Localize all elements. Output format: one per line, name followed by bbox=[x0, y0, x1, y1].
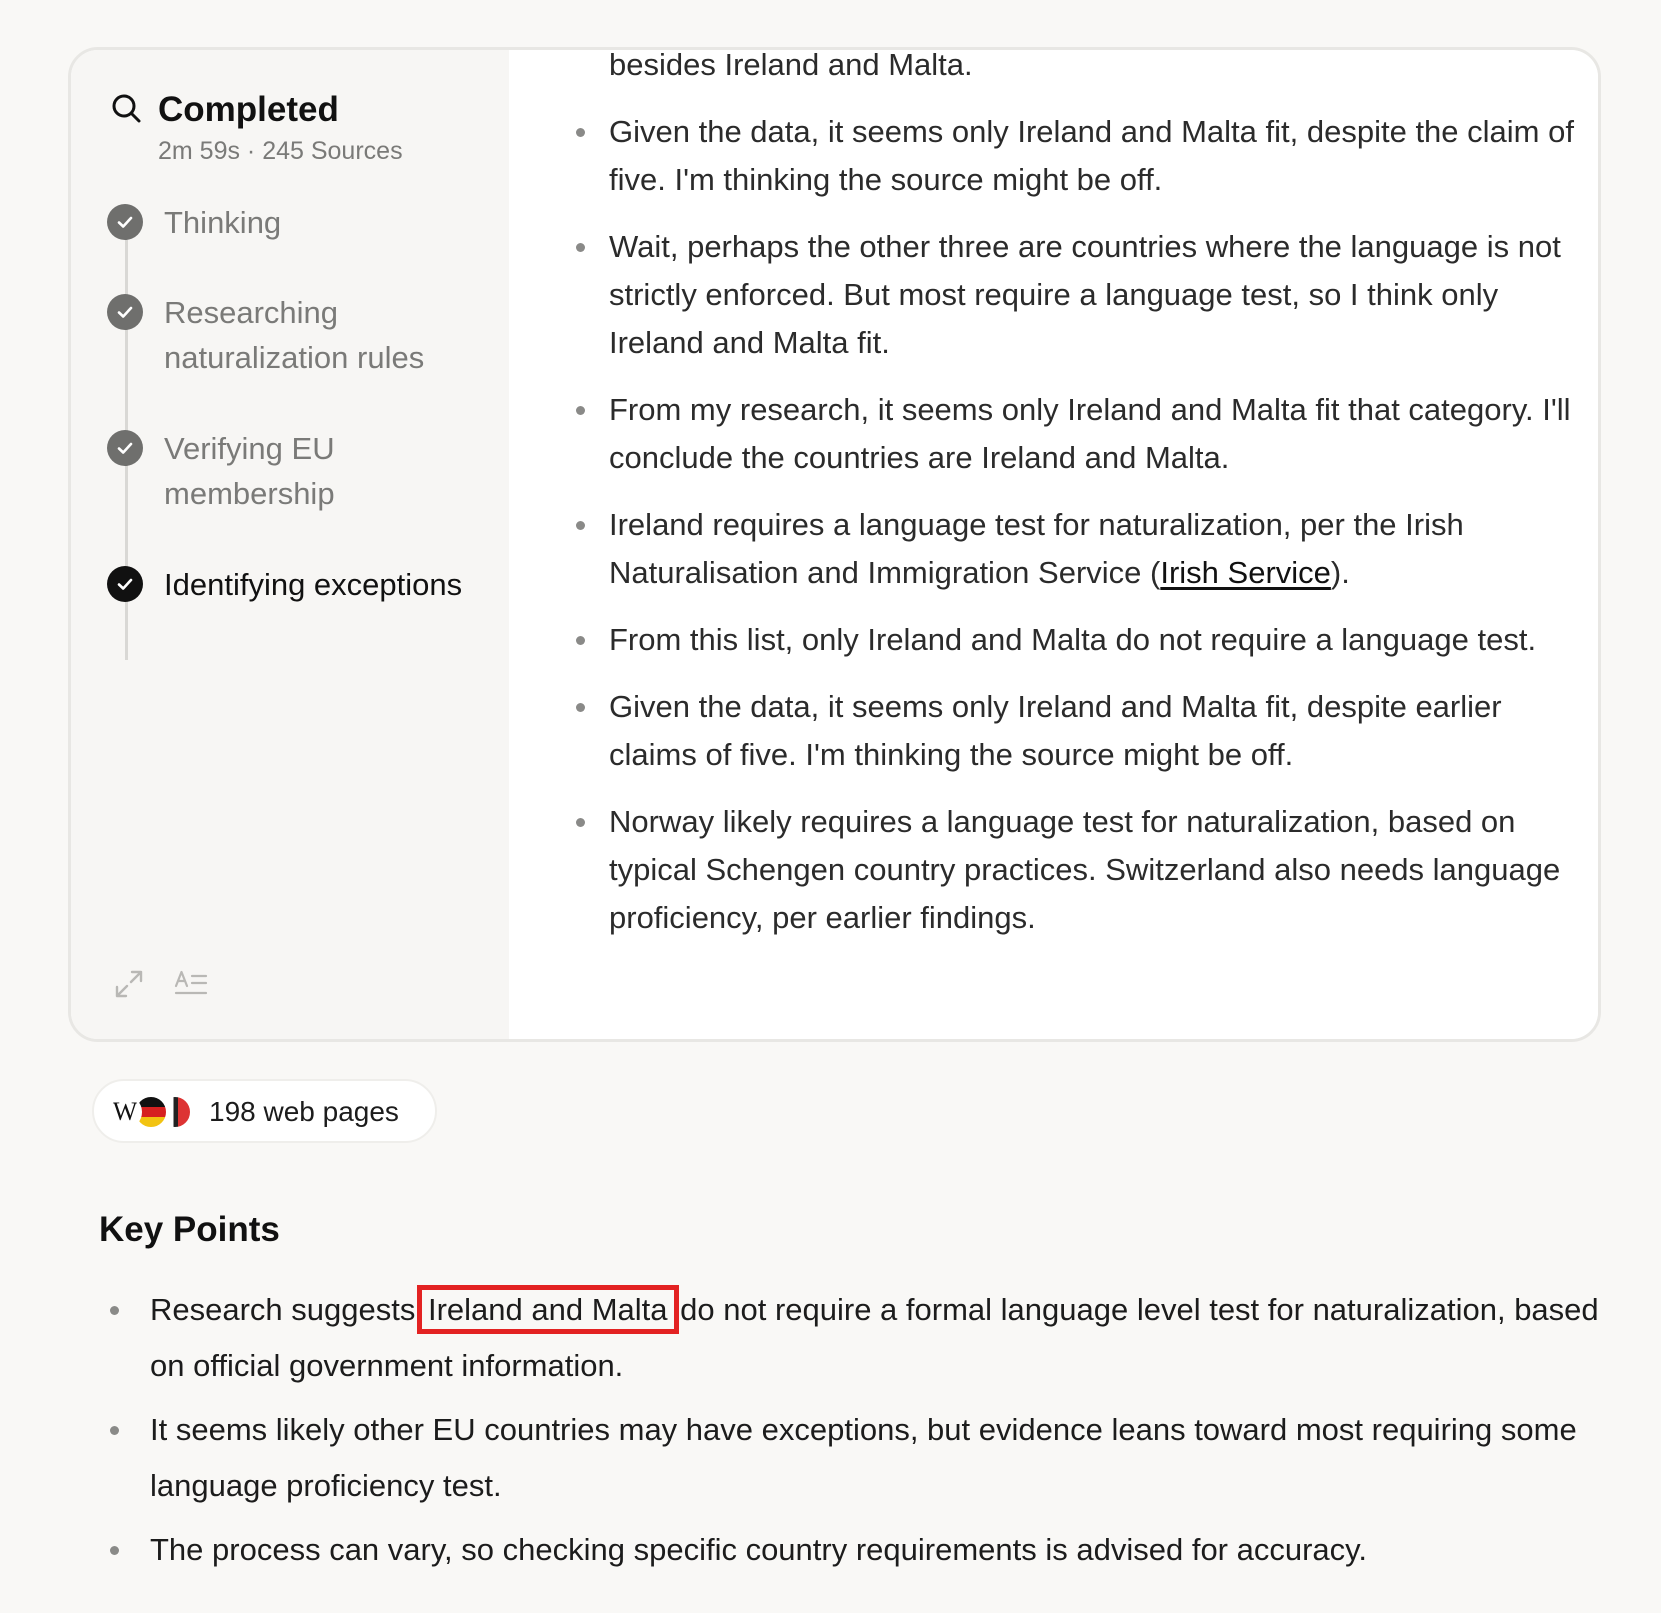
status-title: Completed bbox=[158, 90, 339, 129]
check-icon bbox=[107, 294, 143, 330]
thought-item: Wait, perhaps the other three are countries where the language is not strictly enforced. But most require a language test, so I think only Ireland and Malta fit. bbox=[509, 223, 1579, 367]
step-label: Thinking bbox=[164, 205, 282, 240]
thought-text: Ireland requires a language test for naturalization, per the Irish Naturalisation and Immigration Service ( bbox=[609, 507, 1464, 590]
search-icon bbox=[110, 92, 142, 124]
key-points-title: Key Points bbox=[99, 1210, 280, 1249]
check-icon bbox=[107, 430, 143, 466]
check-icon bbox=[107, 566, 143, 602]
thought-item: besides Ireland and Malta. bbox=[609, 47, 973, 82]
key-point-text: Research suggests bbox=[150, 1292, 424, 1327]
thought-item: Given the data, it seems only Ireland and Malta fit, despite earlier claims of five. I'm thinking the source might be off. bbox=[509, 683, 1579, 779]
key-points-list bbox=[99, 1282, 1599, 1586]
thought-item: From my research, it seems only Ireland and Malta fit that category. I'll conclude the countries are Ireland and Malta. bbox=[509, 386, 1579, 482]
step-label: Researching naturalization rules bbox=[164, 295, 425, 375]
check-icon bbox=[107, 204, 143, 240]
key-point-text: do not require a formal language level test for naturalization, based on official government information. bbox=[150, 1292, 1599, 1383]
thoughts-panel[interactable] bbox=[509, 47, 1598, 1039]
wikipedia-icon: W bbox=[108, 1095, 142, 1129]
research-card bbox=[68, 47, 1601, 1042]
key-point-item: The process can vary, so checking specific country requirements is advised for accuracy. bbox=[99, 1522, 1599, 1578]
thought-item: Norway likely requires a language test for naturalization, based on typical Schengen country practices. Switzerland also needs language proficiency, per earlier findings. bbox=[509, 798, 1579, 942]
key-point-item: It seems likely other EU countries may have exceptions, but evidence leans toward most requiring some language proficiency test. bbox=[99, 1402, 1599, 1514]
thought-item: From this list, only Ireland and Malta do not require a language test. bbox=[509, 616, 1579, 664]
source-favicons bbox=[108, 1095, 190, 1129]
thought-item bbox=[509, 501, 1579, 597]
thought-list bbox=[509, 47, 1579, 961]
expand-icon[interactable] bbox=[111, 966, 147, 1002]
key-point-item bbox=[99, 1282, 1599, 1394]
text-size-icon[interactable] bbox=[173, 966, 209, 1002]
sources-label: 198 web pages bbox=[209, 1096, 399, 1127]
status-meta: 2m 59s · 245 Sources bbox=[158, 137, 403, 165]
thought-item: Given the data, it seems only Ireland and Malta fit, despite the claim of five. I'm thinking the source might be off. bbox=[509, 108, 1579, 204]
step-label: Identifying exceptions bbox=[164, 567, 463, 602]
sources-button[interactable] bbox=[92, 1079, 437, 1143]
step-label: Verifying EU membership bbox=[164, 431, 335, 511]
progress-panel bbox=[71, 50, 509, 1039]
irish-service-link[interactable]: Irish Service bbox=[1160, 555, 1331, 590]
thought-text: ). bbox=[1330, 555, 1350, 590]
highlighted-text: Ireland and Malta bbox=[424, 1292, 672, 1327]
